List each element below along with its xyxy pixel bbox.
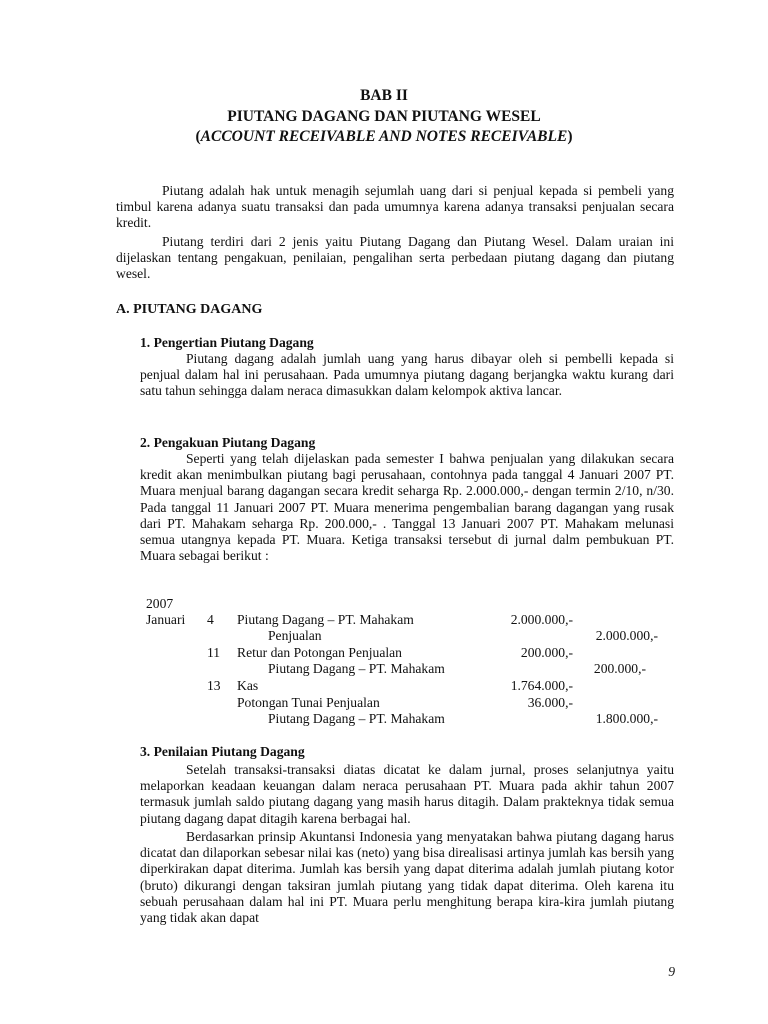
journal-year: 2007 (146, 596, 174, 611)
journal-credit: 200.000,- (593, 661, 646, 676)
intro-paragraph-1: Piutang adalah hak untuk menagih sejumlah uang dari si penjual kepada si pembeli yang timbul karena adanya suatu transaksi dan pada umumnya karena adanya transaksi penjualan secara kredit. (116, 183, 674, 231)
subsection-1-heading: 1. Pengertian Piutang Dagang (140, 335, 314, 350)
journal-day: 13 (207, 678, 221, 693)
subsection-3-paragraph-1: Setelah transaksi-transaksi diatas dicatat ke dalam jurnal, proses selanjutnya yaitu melaporkan keadaan keuangan dalam neraca perusahaan PT. Muara pada akhir tahun 2007 termasuk jumlah saldo piutang dagang yang masih harus ditagih. Dalam prakteknya tidak semua piutang dagang dapat ditagih karena berbagai hal. (140, 762, 674, 826)
journal-credit: 2.000.000,- (595, 628, 658, 643)
journal-account: Piutang Dagang – PT. Mahakam (268, 661, 445, 676)
chapter-title: PIUTANG DAGANG DAN PIUTANG WESEL (227, 108, 541, 125)
journal-debit: 1.764.000,- (510, 678, 573, 693)
section-a-heading: A. PIUTANG DAGANG (116, 302, 263, 317)
subsection-2-paragraph: Seperti yang telah dijelaskan pada semester I bahwa penjualan yang dilakukan secara kredit akan menimbulkan piutang bagi perusahaan, contohnya pada tanggal 4 Januari 2007 PT. Muara menjual barang dagangan secara kredit seharga Rp. 2.000.000,- dengan termin 2/10, n/30. Pada tanggal 11 Januari 2007 PT. Muara menerima pengembalian barang dagangan yang rusak dari PT. Mahakam seharga Rp. 200.000,- . Tanggal 13 Januari 2007 PT. Mahakam melunasi semua utangnya kepada PT. Muara. Ketiga transaksi tersebut di jurnal dalm pembukuan PT. Muara sebagai berikut : (140, 451, 674, 564)
subsection-3-paragraph-2: Berdasarkan prinsip Akuntansi Indonesia yang menyatakan bahwa piutang dagang harus dicatat dan dilaporkan sebesar nilai kas (neto) yang bisa direalisasi artinya jumlah kas bersih yang diperkirakan dapat diterima. Jumlah kas bersih yang dapat diterima adalah jumlah piutang kotor (bruto) dikurangi dengan taksiran jumlah piutang yang tidak dapat diterima. Oleh karena itu sebuah perusahaan dalam hal ini PT. Muara perlu menghitung berapa kira-kira jumlah piutang yang tidak akan dapat (140, 829, 674, 926)
journal-account: Piutang Dagang – PT. Mahakam (268, 711, 445, 726)
chapter-label: BAB II (360, 87, 408, 104)
journal-account: Retur dan Potongan Penjualan (237, 645, 402, 660)
chapter-subtitle-italic: ACCOUNT RECEIVABLE AND NOTES RECEIVABLE (200, 128, 568, 145)
chapter-subtitle: (ACCOUNT RECEIVABLE AND NOTES RECEIVABLE) (195, 128, 573, 145)
journal-day: 11 (207, 645, 221, 660)
journal-account: Piutang Dagang – PT. Mahakam (237, 612, 414, 627)
journal-debit: 2.000.000,- (510, 612, 573, 627)
page-number: 9 (668, 964, 675, 979)
journal-account: Potongan Tunai Penjualan (237, 695, 380, 710)
subsection-1-paragraph: Piutang dagang adalah jumlah uang yang harus dibayar oleh si pembelli kepada si penjual dalam hal ini perusahaan. Pada umumnya piutang dagang berjangka waktu kurang dari satu tahun sehingga dalam neraca dimasukkan dalam kelompok aktiva lancar. (140, 351, 674, 399)
journal-account: Penjualan (268, 628, 322, 643)
journal-account: Kas (237, 678, 259, 693)
journal-day: 4 (207, 612, 214, 627)
subsection-2-heading: 2. Pengakuan Piutang Dagang (140, 435, 316, 450)
subsection-3-heading: 3. Penilaian Piutang Dagang (140, 744, 305, 759)
journal-debit: 36.000,- (527, 695, 573, 710)
intro-paragraph-2: Piutang terdiri dari 2 jenis yaitu Piutang Dagang dan Piutang Wesel. Dalam uraian ini dijelaskan tentang pengakuan, penilaian, pengalihan serta perbedaan piutang dagang dan piutang wesel. (116, 234, 674, 282)
journal-month: Januari (146, 612, 186, 627)
journal-debit: 200.000,- (520, 645, 573, 660)
journal-credit: 1.800.000,- (595, 711, 658, 726)
